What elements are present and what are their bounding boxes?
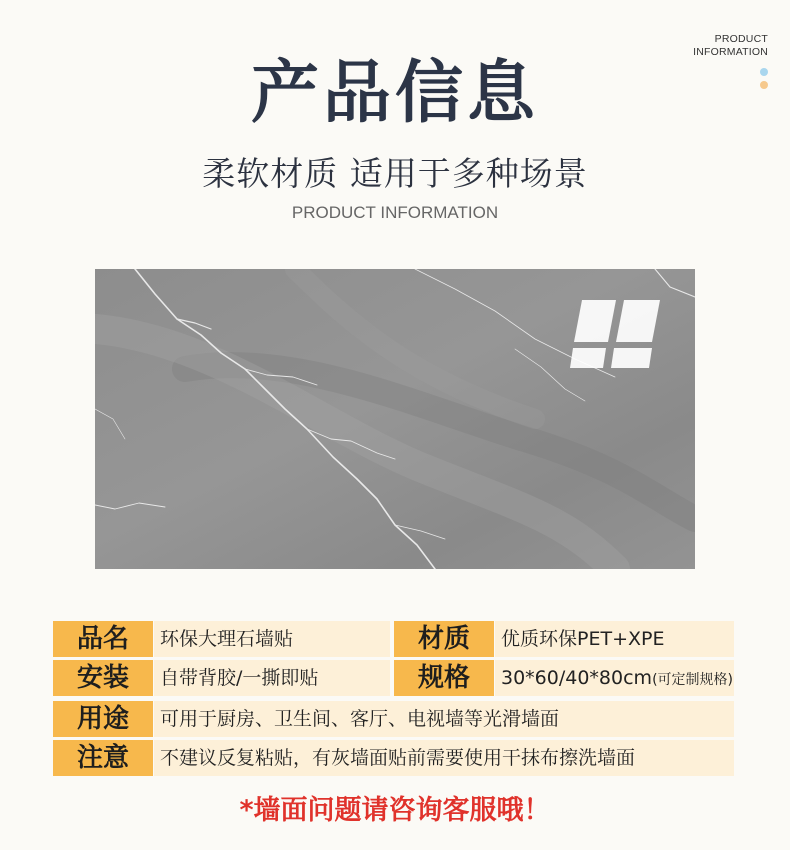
- spec-label: 安装: [53, 660, 153, 696]
- corner-label-line1: PRODUCT: [714, 33, 768, 45]
- spec-label: 用途: [53, 701, 153, 737]
- spec-label: 材质: [394, 621, 494, 657]
- page-title: 产品信息: [250, 54, 539, 133]
- corner-label-line2: INFORMATION: [693, 46, 768, 58]
- watermark-logo-icon: [570, 300, 666, 370]
- page-subtitle-en: PRODUCT INFORMATION: [291, 203, 499, 222]
- spec-row-usage: [53, 701, 734, 737]
- spec-label: 规格: [394, 660, 494, 696]
- spec-value: 可用于厨房、卫生间、客厅、电视墙等光滑墙面: [154, 701, 734, 737]
- spec-size-note: (可定制规格): [652, 672, 734, 688]
- spec-label: 注意: [53, 740, 153, 776]
- spec-value: [495, 660, 734, 696]
- spec-value: 不建议反复粘贴，有灰墙面贴前需要使用干抹布擦洗墙面: [154, 740, 734, 776]
- spec-row-install: [53, 660, 734, 696]
- spec-size-value: 30*60/40*80cm: [501, 667, 653, 689]
- spec-row-name: [53, 621, 734, 657]
- spec-value: 自带背胶/一撕即贴: [154, 660, 390, 696]
- spec-value: 优质环保PET+XPE: [495, 621, 734, 657]
- spec-value: 环保大理石墙贴: [154, 621, 390, 657]
- page-subtitle: 柔软材质 适用于多种场景: [202, 154, 588, 193]
- footer-notice: *墙面问题请咨询客服哦！: [239, 795, 551, 826]
- spec-row-notice: [53, 740, 734, 776]
- spec-label: 品名: [53, 621, 153, 657]
